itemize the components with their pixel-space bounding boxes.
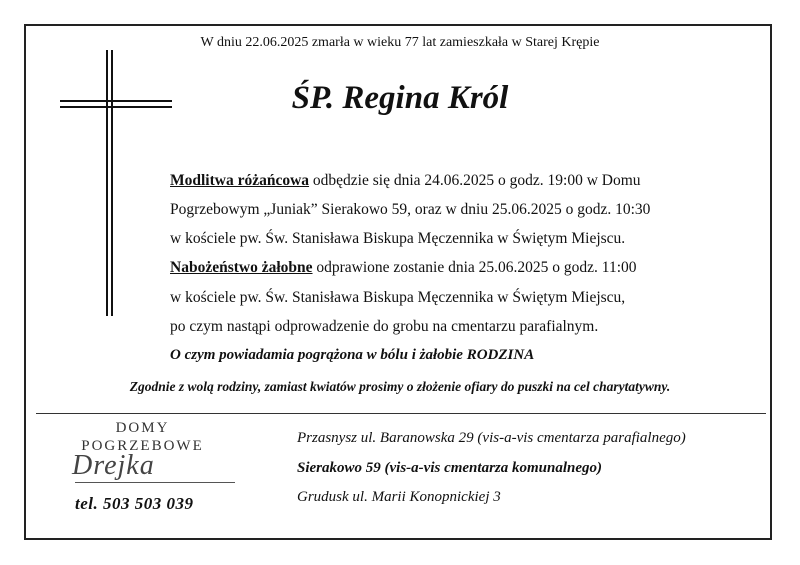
request-note: Zgodnie z wolą rodziny, zamiast kwiatów prosimy o złożenie ofiary do puszki na cel charytatywny. xyxy=(129,379,671,394)
logo-name: Drejka xyxy=(72,450,155,481)
rosary-label: Modlitwa różańcowa xyxy=(170,172,310,189)
logo-line-pogrzebowe: POGRZEBOWE xyxy=(81,438,204,454)
announcement-line: W dniu 22.06.2025 zmarła w wieku 77 lat zamieszkała w Starej Krępie xyxy=(200,35,600,50)
rosary-paragraph xyxy=(170,172,641,190)
mass-text-2: w kościele pw. Św. Stanisława Biskupa Męczennika w Świętym Miejscu, xyxy=(170,289,626,306)
divider xyxy=(36,413,766,414)
phone-number: tel. 503 503 039 xyxy=(75,494,194,513)
address-grudusk: Grudusk ul. Marii Konopnickiej 3 xyxy=(297,489,501,505)
mass-paragraph xyxy=(170,259,637,277)
mass-text-1: odprawione zostanie dnia 25.06.2025 o godz. 11:00 xyxy=(312,259,637,276)
family-note: O czym powiadamia pogrążona w bólu i żałobie RODZINA xyxy=(170,347,535,363)
logo-underline xyxy=(75,482,235,483)
logo-line-domy: DOMY xyxy=(115,420,170,436)
mass-label: Nabożeństwo żałobne xyxy=(170,259,313,276)
mass-text-3: po czym nastąpi odprowadzenie do grobu na cmentarzu parafialnym. xyxy=(170,318,599,335)
deceased-name: ŚP. Regina Król xyxy=(291,80,509,116)
address-sierakowo: Sierakowo 59 (vis-a-vis cmentarza komunalnego) xyxy=(297,460,603,476)
rosary-text-1: odbędzie się dnia 24.06.2025 o godz. 19:00 w Domu xyxy=(309,172,641,189)
rosary-text-2: Pogrzebowym „Juniak” Sierakowo 59, oraz w dniu 25.06.2025 o godz. 10:30 xyxy=(170,201,651,218)
address-przasnysz: Przasnysz ul. Baranowska 29 (vis-a-vis cmentarza parafialnego) xyxy=(297,430,686,446)
rosary-text-3: w kościele pw. Św. Stanisława Biskupa Męczennika w Świętym Miejscu. xyxy=(170,230,626,247)
